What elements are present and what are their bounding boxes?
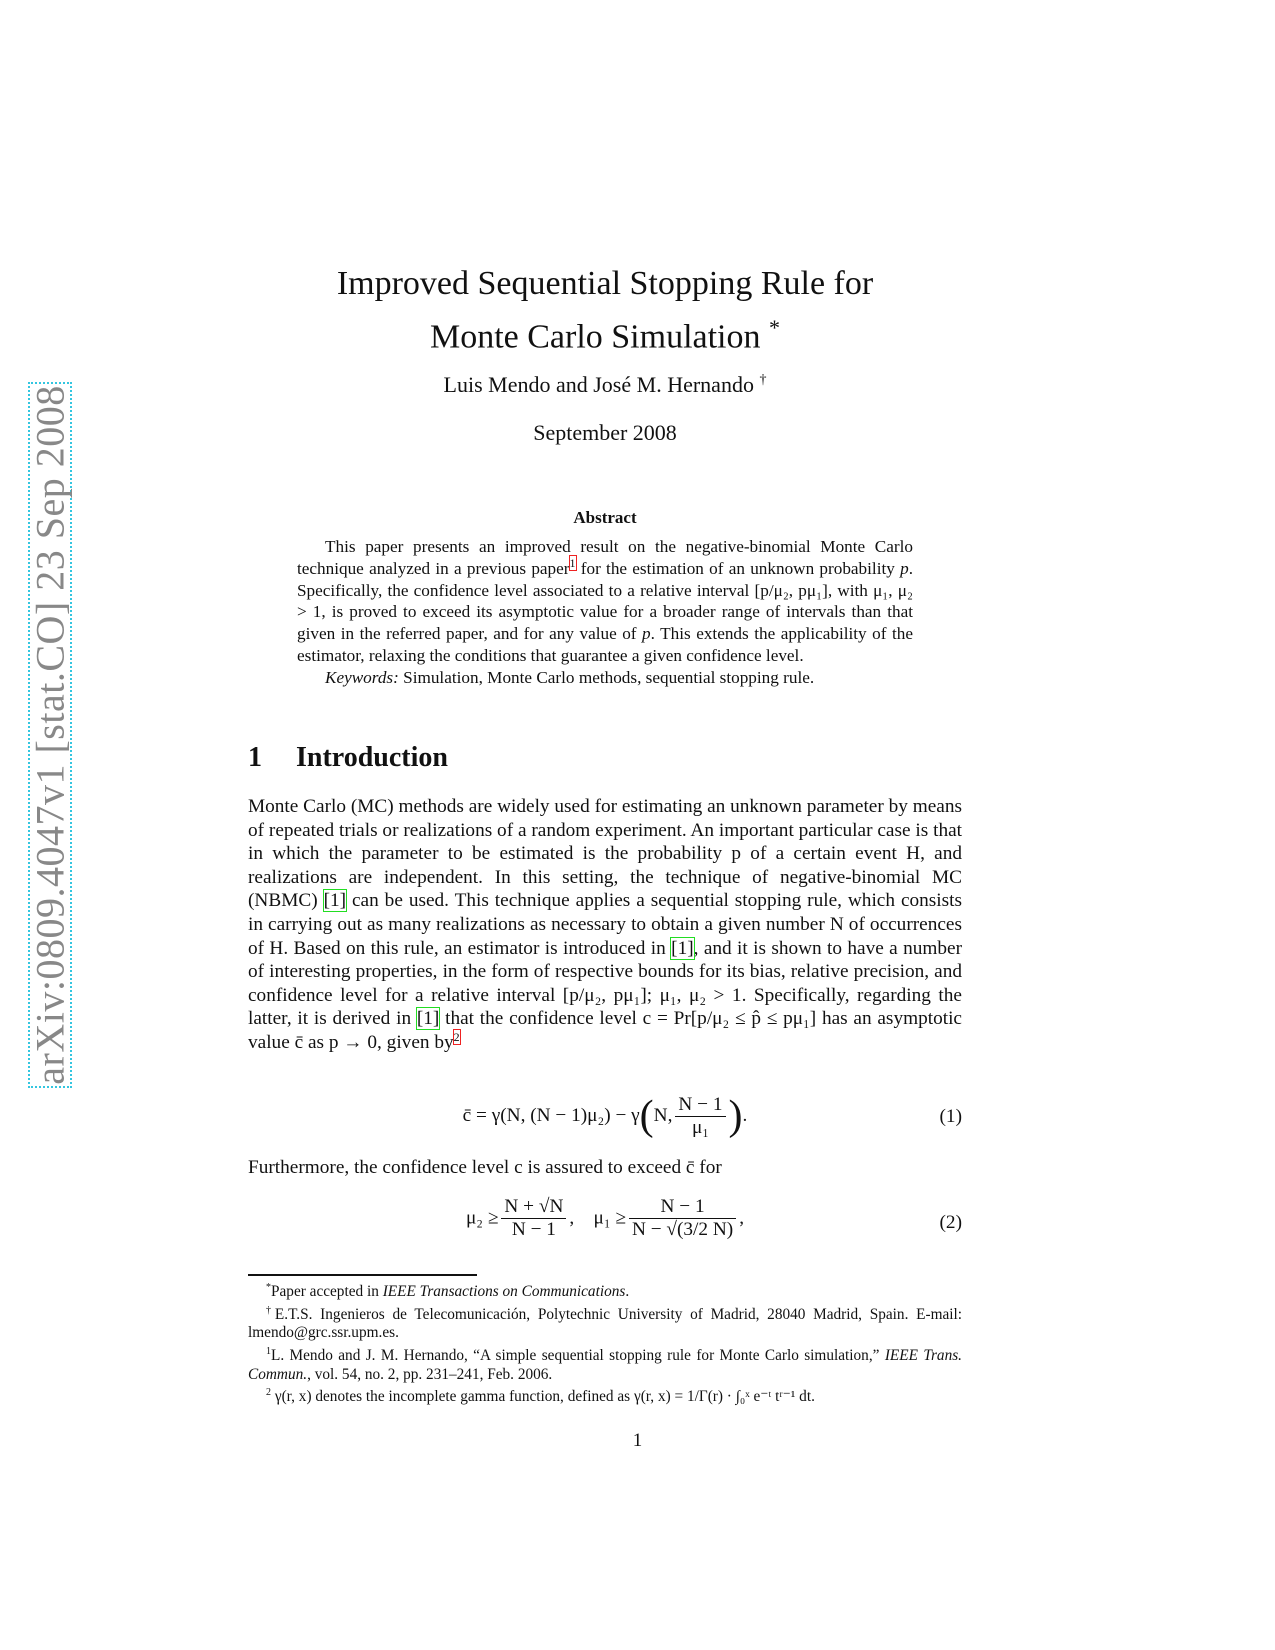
author-footnote-mark[interactable]: † xyxy=(759,372,767,388)
authors xyxy=(300,372,910,398)
section-heading xyxy=(248,742,448,774)
author-names: Luis Mendo and José M. Hernando xyxy=(443,372,754,397)
equation-1-label: (1) xyxy=(939,1106,962,1127)
arxiv-stamp xyxy=(28,382,72,1088)
footnotes xyxy=(248,1279,962,1407)
title-line-1: Improved Sequential Stopping Rule for xyxy=(336,265,874,302)
footnote-rule xyxy=(248,1274,477,1276)
abstract-paragraph: This paper presents an improved result on the negative-binomial Monte Carlo technique analyzed in a previous paper$^1$ for the estimation of an unknown probability p. Specifically, the confidence level associated to a relative interval [p/μ₂, pμ₁], with μ₁, μ₂ > 1, is proved to exceed its asymptotic value for a broader range of intervals than that given in the referred paper, and for any value of p. This extends the applicability of the estimator, relaxing the conditions that guarantee a given confidence level. xyxy=(297,537,913,665)
eq1-fraction: $\frac{N - 1}{\text{μ₁}}$ xyxy=(675,1094,725,1139)
footnote-link-1[interactable]: 1 xyxy=(569,556,576,571)
equation-2-label: (2) xyxy=(939,1212,962,1233)
keywords: Keywords: Simulation, Monte Carlo methods, sequential stopping rule. xyxy=(325,667,815,687)
footnote-star: *Paper accepted in IEEE Transactions on Communications. xyxy=(266,1282,630,1301)
date: September 2008 xyxy=(533,420,677,445)
eq2-fraction-a: $\frac{N + √N}{N - 1}$ xyxy=(501,1196,566,1241)
footnote-2: $^2$ γ(r, x) denotes the incomplete gamma function, defined as γ(r, x) = 1/Γ(r) · ∫₀ˣ e⁻ᵗ tʳ⁻¹ dt. xyxy=(266,1387,815,1406)
abstract-body xyxy=(297,536,913,689)
citation-link-3[interactable]: [1] xyxy=(416,1008,440,1030)
citation-link-1[interactable]: [1] xyxy=(323,890,347,912)
footnote-1: $^1$L. Mendo and J. M. Hernando, “A simple sequential stopping rule for Monte Carlo simulation,” IEEE Trans. Commun., vol. 54, no. 2, pp. 231–241, Feb. 2006. xyxy=(248,1345,963,1383)
page-number: 1 xyxy=(632,1430,643,1451)
equation-2: μ₂ ≥ $\frac{N + √N}{N - 1}$ , μ₁ ≥ $\frac{N - 1}{N - √(3/2 N)}$ , (2) xyxy=(465,1196,962,1240)
abstract-heading: Abstract xyxy=(573,508,637,527)
footnote-link-2[interactable]: 2 xyxy=(453,1029,460,1044)
arxiv-stamp-text: arXiv:0809.4047v1 [stat.CO] 23 Sep 2008 xyxy=(27,385,73,1085)
section-number: 1 xyxy=(248,742,262,773)
text-after-eq1: Furthermore, the confidence level c is assured to exceed c̄ for xyxy=(248,1157,722,1178)
equation-1: c̄ = γ(N, (N − 1)μ₂) − γ(N, $\frac{N - 1}{\text{μ₁}}$ ). (1) xyxy=(462,1093,962,1139)
title-footnote-mark[interactable]: * xyxy=(769,315,781,340)
title-line-2: Monte Carlo Simulation xyxy=(429,318,761,356)
section-title: Introduction xyxy=(296,742,448,773)
footnote-dagger: †E.T.S. Ingenieros de Telecomunicación, Polytechnic University of Madrid, 28040 Madrid, Spain. E-mail: lmendo@grc.ssr.upm.es. xyxy=(248,1304,963,1342)
eq2-fraction-b: $\frac{N - 1}{N - √(3/2 N)}$ xyxy=(629,1196,736,1241)
intro-paragraph: Monte Carlo (MC) methods are widely used for estimating an unknown parameter by means of repeated trials or realizations of a random experiment. An important particular case is that in which the parameter to be estimated is the probability p of a certain event H, and realizations are independent. In this setting, the technique of negative-binomial MC (NBMC) [1] can be used. This technique applies a sequential stopping rule, which consists in carrying out as many realizations as necessary to obtain a given number N of occurrences of H. Based on this rule, an estimator is introduced in [1], and it is shown to have a number of interesting properties, in the form of respective bounds for its bias, relative precision, and confidence level for a relative interval [p/μ₂, pμ₁]; μ₁, μ₂ > 1. Specifically, regarding the latter, it is derived in [1] that the confidence level c = Pr[p/μ₂ ≤ p̂ ≤ pμ₁] has an asymptotic value c̄ as p → 0, given by$^2$ xyxy=(248,796,963,1053)
citation-link-2[interactable]: [1] xyxy=(671,937,694,959)
paper-title xyxy=(300,262,910,359)
